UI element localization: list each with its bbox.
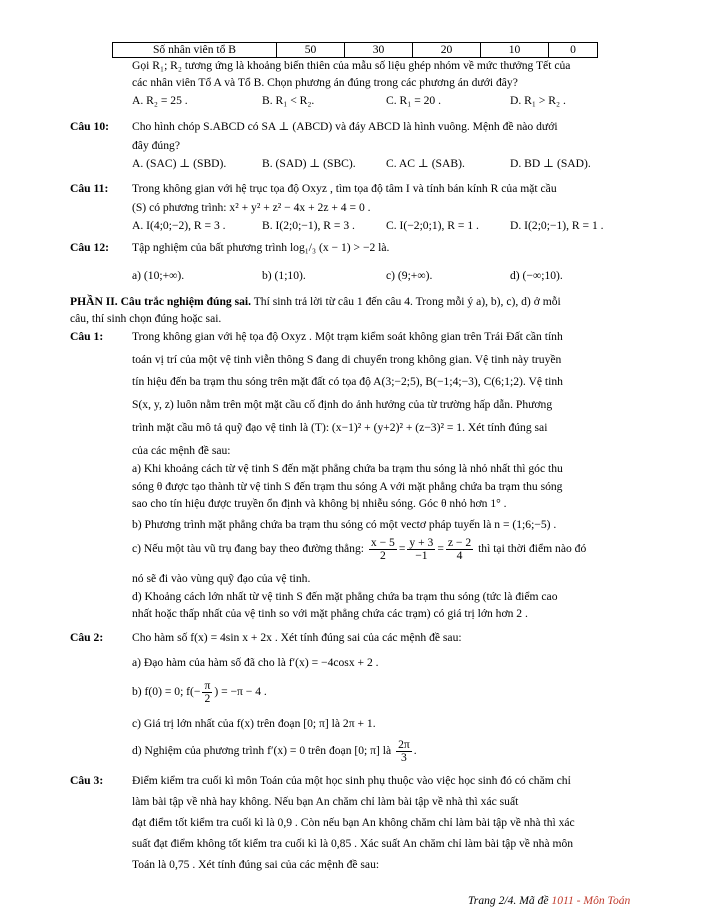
fraction	[396, 739, 412, 764]
numerator: z − 2	[447, 536, 472, 549]
c1-line: Trong không gian với hệ tọa độ Oxyz . Một trạm kiểm soát không gian trên Trái Đất cần tính	[132, 330, 563, 343]
q11-line-2: (S) có phương trình: x² + y² + z² − 4x + 2z + 4 = 0 .	[132, 201, 371, 214]
c1-line: nhất hoặc thấp nhất của vệ tinh so với mặt phẳng chứa các trạm) có giá trị lớn hơn 2 .	[132, 607, 528, 620]
q10-option-a: A. (SAC) ⊥ (SBD).	[132, 157, 227, 170]
exam-code: 1011	[551, 894, 574, 907]
denominator: 2	[379, 549, 386, 562]
fraction	[446, 537, 473, 562]
fraction	[369, 537, 397, 562]
q11-line-1: Trong không gian với hệ trục tọa độ Oxyz , tìm tọa độ tâm I và tính bán kính R của mặt cầu	[132, 182, 557, 195]
c3-line: Điểm kiểm tra cuối kì môn Toán của một học sinh phụ thuộc vào việc học sinh đó có chăm chỉ	[132, 774, 571, 787]
intro-line-1: Gọi R₁; R₂ tương ứng là khoảng biến thiên của mẫu số liệu ghép nhóm về mức thưởng Tết của	[132, 59, 571, 72]
part2-line-1	[70, 294, 561, 309]
q10-line-2: đây đúng?	[132, 139, 180, 152]
c2-d-suffix: .	[413, 744, 417, 758]
denominator: −1	[415, 549, 428, 562]
c2-d-prefix: d) Nghiệm của phương trình f′(x) = 0 trên đoạn [0; π] là	[132, 744, 392, 758]
question-label: Câu 10:	[70, 120, 109, 133]
c1-line: sao cho tín hiệu được truyền ổn định và không bị nhiễu sóng. Góc θ nhỏ hơn 1° .	[132, 497, 507, 510]
score-table	[112, 42, 598, 58]
c2-line-1: Cho hàm số f(x) = 4sin x + 2x . Xét tính đúng sai của các mệnh đề sau:	[132, 631, 462, 644]
intro-option-b: B. R₁ < R₂.	[262, 94, 315, 107]
c2-statement-d	[132, 739, 417, 764]
intro-option-a: A. R₂ = 25 .	[132, 94, 188, 107]
part2-title: PHẦN II. Câu trắc nghiệm đúng sai.	[70, 295, 252, 308]
c1-c-suffix: thì tại thời điểm nào đó	[478, 542, 587, 556]
c2-statement-b	[132, 680, 267, 705]
table-cell: 0	[549, 43, 598, 58]
q10-option-c: C. AC ⊥ (SAB).	[386, 157, 465, 170]
c1-statement-c: c) Nếu một tàu vũ trụ đang bay theo đường thẳng: $\frac{x - 5}{2}$ = $\frac{y + 3}{-1}$ = $\frac{z - 2}{4}$ thì tại thời điểm nào đó	[132, 536, 587, 562]
c1-line: S(x, y, z) luôn nằm trên một mặt cầu cố định do ảnh hưởng của từ trường hấp dẫn. Phương	[132, 398, 553, 411]
c2-statement-c: c) Giá trị lớn nhất của f(x) trên đoạn [0; π] là 2π + 1.	[132, 717, 376, 730]
q12-option-c: c) (9;+∞).	[386, 269, 433, 282]
page-footer	[468, 893, 630, 908]
q10-option-b: B. (SAD) ⊥ (SBC).	[262, 157, 356, 170]
q12-line-1: Tập nghiệm của bất phương trình log₁/₃ (x − 1) > −2 là.	[132, 241, 390, 254]
q12-option-b: b) (1;10).	[262, 269, 306, 282]
c2-b-suffix: ) = −π − 4 .	[214, 685, 267, 699]
fraction	[407, 537, 435, 562]
question-label: Câu 3:	[70, 774, 104, 787]
c2-b-prefix: b) f(0) = 0; f(−	[132, 685, 201, 699]
fraction	[202, 680, 212, 705]
denominator: 4	[456, 549, 463, 562]
q11-option-c: C. I(−2;0;1), R = 1 .	[386, 219, 479, 232]
denominator: 2	[204, 692, 211, 705]
intro-option-c: C. R₁ = 20 .	[386, 94, 442, 107]
table-cell: 20	[413, 43, 481, 58]
q12-option-a: a) (10;+∞).	[132, 269, 185, 282]
question-label: Câu 2:	[70, 631, 104, 644]
intro-option-d: D. R₁ > R₂ .	[510, 94, 566, 107]
numerator: π	[204, 679, 211, 692]
question-label: Câu 12:	[70, 241, 109, 254]
c1-line: trình mặt cầu mô tả quỹ đạo vệ tinh là (T): (x−1)² + (y+2)² + (z−3)² = 1. Xét tính đúng sai	[132, 421, 548, 434]
table-row	[113, 43, 598, 58]
c3-line: Toán là 0,75 . Xét tính đúng sai của các mệnh đề sau:	[132, 858, 380, 871]
denominator: 3	[400, 751, 407, 764]
q12-option-d: d) (−∞;10).	[510, 269, 563, 282]
table-cell: 30	[345, 43, 413, 58]
c1-statement-d: d) Khoảng cách lớn nhất từ vệ tinh S đến mặt phẳng chứa ba trạm thu sóng (tức là điểm cao	[132, 590, 558, 603]
question-label: Câu 11:	[70, 182, 109, 195]
part2-line-2: câu, thí sinh chọn đúng hoặc sai.	[70, 312, 222, 325]
q11-option-d: D. I(2;0;−1), R = 1 .	[510, 219, 604, 232]
table-cell: 10	[481, 43, 549, 58]
c1-line: toán vị trí của một vệ tinh viễn thông S đang di chuyển trong không gian. Vệ tinh này truyền	[132, 353, 562, 366]
numerator: 2π	[398, 738, 410, 751]
c1-line: của các mệnh đề sau:	[132, 444, 231, 457]
intro-line-2: các nhân viên Tổ A và Tổ B. Chọn phương án đúng trong các phương án dưới đây?	[132, 76, 518, 89]
q10-line-1: Cho hình chóp S.ABCD có SA ⊥ (ABCD) và đáy ABCD là hình vuông. Mệnh đề nào dưới	[132, 120, 558, 133]
c1-line: sóng θ được tạo thành từ vệ tinh S đến trạm thu sóng A với mặt phẳng chứa ba trạm thu sóng	[132, 480, 563, 493]
q10-option-d: D. BD ⊥ (SAD).	[510, 157, 591, 170]
footer-subject: - Môn Toán	[573, 894, 631, 907]
c3-line: đạt điểm tốt kiểm tra cuối kì là 0,9 . Còn nếu bạn An không chăm chỉ làm bài tập về nhà thì xác	[132, 816, 575, 829]
numerator: y + 3	[409, 536, 434, 549]
c3-line: suất đạt điểm không tốt kiểm tra cuối kì là 0,85 . Xác suất An chăm chỉ làm bài tập về nhà môn	[132, 837, 574, 850]
c1-statement-b: b) Phương trình mặt phẳng chứa ba trạm thu sóng có một vectơ pháp tuyến là n = (1;6;−5) .	[132, 518, 557, 531]
footer-page: Trang 2/4. Mã đề	[468, 894, 552, 907]
q11-option-a: A. I(4;0;−2), R = 3 .	[132, 219, 226, 232]
table-header-cell: Số nhân viên tổ B	[113, 43, 277, 58]
c2-statement-a: a) Đạo hàm của hàm số đã cho là f′(x) = −4cosx + 2 .	[132, 656, 379, 669]
numerator: x − 5	[370, 536, 395, 549]
c3-line: làm bài tập về nhà hay không. Nếu bạn An chăm chỉ làm bài tập về nhà thì xác suất	[132, 795, 519, 808]
c1-line: nó sẽ đi vào vùng quỹ đạo của vệ tinh.	[132, 572, 311, 585]
part2-instructions: Thí sinh trả lời từ câu 1 đến câu 4. Trong mỗi ý a), b), c), d) ở mỗi	[251, 295, 561, 308]
c1-line: tín hiệu đến ba trạm thu sóng trên mặt đất có tọa độ A(3;−2;5), B(−1;4;−3), C(6;1;2). Vệ tinh	[132, 375, 563, 388]
c1-c-prefix: c) Nếu một tàu vũ trụ đang bay theo đường thẳng:	[132, 542, 364, 556]
c1-statement-a: a) Khi khoảng cách từ vệ tinh S đến mặt phẳng chứa ba trạm thu sóng là nhỏ nhất thì góc thu	[132, 462, 563, 475]
question-label: Câu 1:	[70, 330, 104, 343]
q11-option-b: B. I(2;0;−1), R = 3 .	[262, 219, 355, 232]
table-cell: 50	[277, 43, 345, 58]
